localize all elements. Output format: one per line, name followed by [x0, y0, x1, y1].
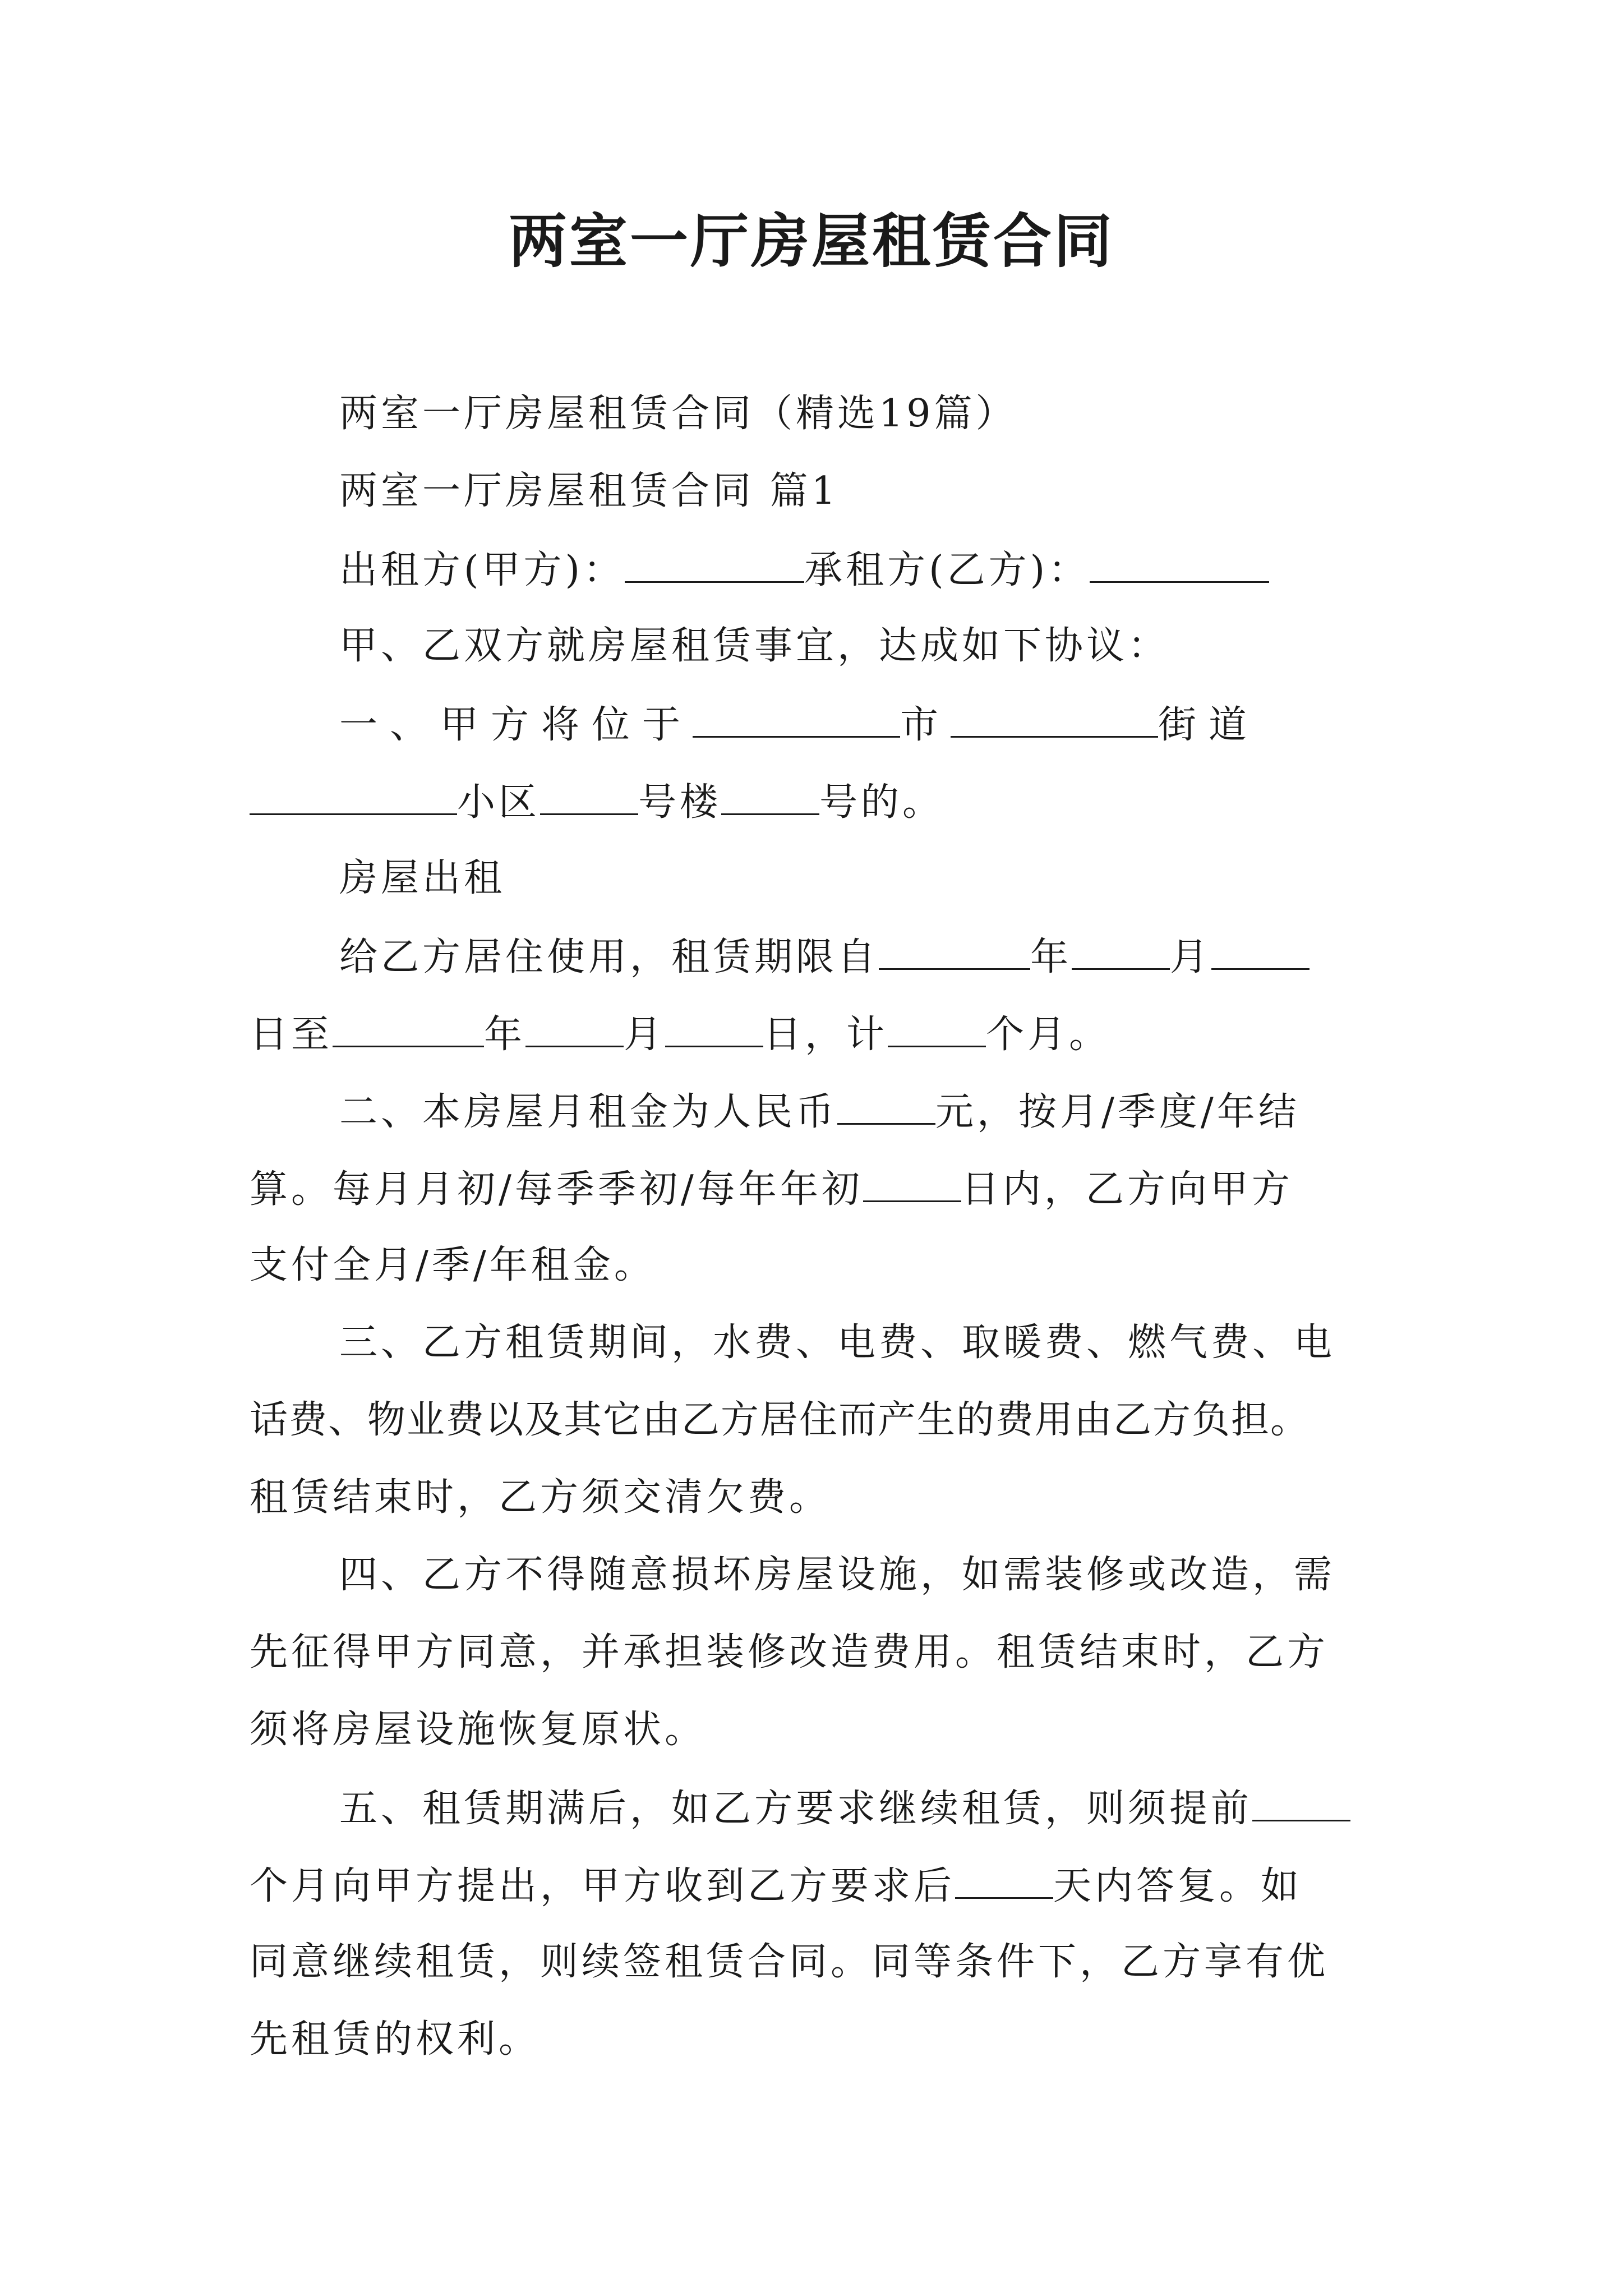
lessor-blank	[625, 542, 804, 583]
end-month-blank	[525, 1006, 624, 1047]
clause3-line3: 租赁结束时，乙方须交清欠费。	[250, 1475, 831, 1520]
clause2-line3: 支付全月/季/年租金。	[250, 1243, 656, 1287]
clause5-line2	[250, 1858, 1382, 1913]
rent-out-line: 房屋出租	[339, 856, 506, 900]
section-heading: 两室一厅房屋租赁合同 篇1	[339, 469, 839, 513]
clause4-line1: 四、乙方不得随意损坏房屋设施，如需装修或改造，需	[339, 1553, 1336, 1597]
clause1-line2	[250, 774, 1382, 830]
building-label: 号楼	[638, 780, 722, 825]
start-year-blank	[879, 929, 1030, 970]
clause5-line3: 同意继续租赁，则续签租赁合同。同等条件下，乙方享有优	[250, 1940, 1329, 1984]
rent-amount-blank	[837, 1084, 935, 1125]
lessee-blank	[1090, 542, 1269, 583]
clause2-part-d: 日内，乙方向甲方	[961, 1167, 1293, 1212]
clause2-line2	[250, 1161, 1382, 1217]
building-blank	[721, 774, 819, 815]
document-subtitle: 两室一厅房屋租赁合同（精选19篇）	[339, 392, 1017, 436]
clause2-part-a: 二、本房屋月租金为人民币	[339, 1090, 838, 1134]
start-day-blank	[1211, 929, 1310, 970]
clause5-part-c: 天内答复。如	[1053, 1864, 1303, 1908]
day-to-text: 日至	[250, 1013, 333, 1057]
clause2-part-c: 算。每月月初/每季季初/每年年初	[250, 1167, 863, 1212]
start-month-blank	[1072, 929, 1170, 970]
end-month-label: 月	[624, 1013, 666, 1057]
lessor-label: 出租方(甲方)：	[339, 548, 625, 592]
period-line2	[250, 1006, 1382, 1062]
clause5-line4: 先租赁的权利。	[250, 2017, 541, 2062]
day-count-text: 日，计	[763, 1013, 888, 1057]
unit-label: 号的。	[819, 780, 944, 825]
months-suffix: 个月。	[986, 1013, 1111, 1057]
document-title: 两室一厅房屋租赁合同	[508, 206, 1114, 275]
lessee-label: 承租方(乙方)：	[804, 548, 1090, 592]
clause1-part-a: 一、甲方将位于	[339, 703, 693, 747]
period-line1	[339, 929, 1382, 984]
end-day-blank	[665, 1006, 763, 1047]
clause5-line1	[339, 1780, 1382, 1836]
city-blank	[951, 697, 1158, 738]
street-blank	[250, 774, 457, 815]
clause1-line1	[339, 697, 1382, 752]
payment-day-blank	[863, 1161, 961, 1202]
location-blank	[693, 697, 900, 738]
end-year-label: 年	[484, 1013, 526, 1057]
clause4-line2: 先征得甲方同意，并承担装修改造费用。租赁结束时，乙方	[250, 1630, 1329, 1674]
clause5-part-a: 五、租赁期满后，如乙方要求继续租赁，则须提前	[339, 1787, 1253, 1831]
clause4-line3: 须将房屋设施恢复原状。	[250, 1708, 707, 1752]
clause3-line2: 话费、物业费以及其它由乙方居住而产生的费用由乙方负担。	[250, 1398, 1310, 1442]
city-label: 市	[900, 703, 951, 747]
parties-line	[339, 542, 1382, 597]
use-period-text: 给乙方居住使用，租赁期限自	[339, 935, 879, 979]
end-year-blank	[333, 1006, 484, 1047]
month-count-blank	[888, 1006, 986, 1047]
year-label: 年	[1030, 935, 1072, 979]
street-label: 街道	[1158, 703, 1260, 747]
intro-line: 甲、乙双方就房屋租赁事宜，达成如下协议：	[339, 624, 1170, 668]
clause2-line1	[339, 1084, 1382, 1139]
month-label: 月	[1170, 935, 1212, 979]
notice-months-blank	[1252, 1780, 1350, 1821]
reply-days-blank	[955, 1858, 1053, 1899]
community-blank	[540, 774, 638, 815]
clause3-line1: 三、乙方租赁期间，水费、电费、取暖费、燃气费、电	[339, 1320, 1336, 1365]
clause2-part-b: 元，按月/季度/年结	[935, 1090, 1300, 1134]
clause5-part-b: 个月向甲方提出，甲方收到乙方要求后	[250, 1864, 956, 1908]
community-label: 小区	[457, 780, 541, 825]
